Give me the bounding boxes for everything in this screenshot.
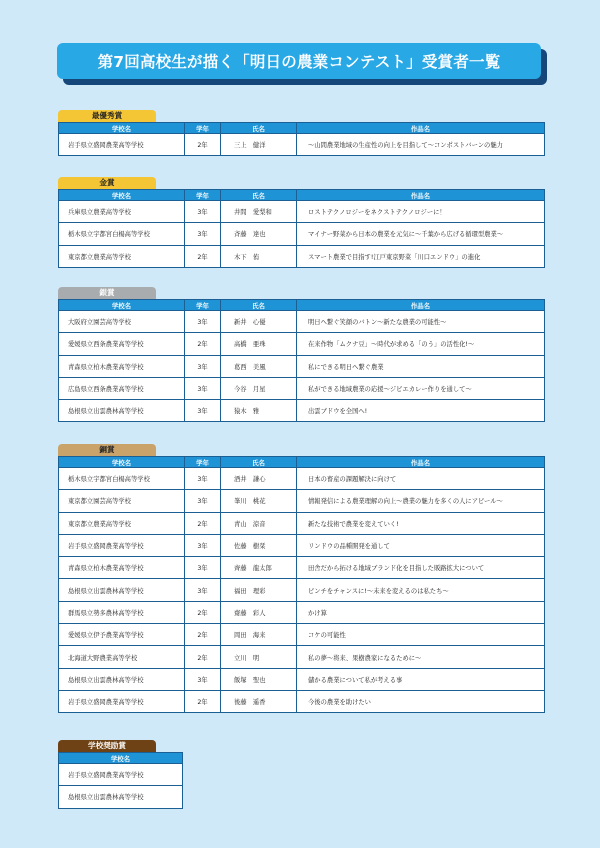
work-cell: 儲かる農業について私が考える事 [297,668,545,690]
name-cell: 齋藤 彩人 [221,601,297,623]
school-cell: 大阪府立園芸高等学校 [59,311,185,333]
table-row [59,601,545,623]
award-table [58,189,545,268]
award-section-2 [58,170,544,268]
name-cell: 木下 侑 [221,245,297,267]
school-cell: 島根県立出雲農林高等学校 [59,400,185,422]
grade-cell: 2年 [185,245,221,267]
school-cell: 島根県立出雲農林高等学校 [59,786,183,808]
header-name: 氏名 [221,123,297,134]
table-row [59,333,545,355]
table-header-row [59,123,545,134]
name-cell: 井間 愛梨和 [221,201,297,223]
grade-cell: 3年 [185,223,221,245]
school-cell: 北海道大野農業高等学校 [59,646,185,668]
name-cell: 新井 心優 [221,311,297,333]
grade-cell: 2年 [185,601,221,623]
title-banner [57,43,545,78]
name-cell: 福田 理彩 [221,579,297,601]
school-cell: 東京都立園芸高等学校 [59,490,185,512]
school-cell: 岩手県立盛岡農業高等学校 [59,534,185,556]
name-cell: 斉藤 達也 [221,223,297,245]
school-cell: 島根県立出雲農林高等学校 [59,668,185,690]
school-cell: 広島県立西条農業高等学校 [59,377,185,399]
name-cell: 立川 明 [221,646,297,668]
grade-cell: 3年 [185,355,221,377]
tag-silver: 銀賞 [58,287,156,299]
table-header-row [59,753,183,764]
award-section-1 [58,103,544,156]
grade-cell: 2年 [185,690,221,712]
work-cell: かけ算 [297,601,545,623]
table-row [59,223,545,245]
table-row [59,134,545,156]
grade-cell: 3年 [185,557,221,579]
school-cell: 東京都立農業高等学校 [59,512,185,534]
grade-cell: 3年 [185,377,221,399]
work-cell: 私の夢～将来、果樹農家になるために～ [297,646,545,668]
table-row [59,400,545,422]
work-cell: 在来作物「ムクナ豆」～時代が求める「のう」の活性化!～ [297,333,545,355]
header-school: 学校名 [59,300,185,311]
name-cell: 岡田 海来 [221,624,297,646]
header-school: 学校名 [59,753,183,764]
header-grade: 学年 [185,123,221,134]
award-table [58,122,545,156]
work-cell: ～山間農業地域の生産性の向上を目指して～コンポストバーンの魅力 [297,134,545,156]
header-school: 学校名 [59,457,185,468]
header-work: 作品名 [297,123,545,134]
page-title: 第7回高校生が描く「明日の農業コンテスト」受賞者一覧 [57,43,541,79]
work-cell: ロストテクノロジーをネクストテクノロジーに！ [297,201,545,223]
grade-cell: 3年 [185,311,221,333]
table-header-row [59,300,545,311]
work-cell: 今後の農業を助けたい [297,690,545,712]
tag-bronze: 銅賞 [58,444,156,456]
school-cell: 岩手県立盛岡農業高等学校 [59,134,185,156]
tag-gold: 金賞 [58,177,156,189]
table-row [59,786,183,808]
table-row [59,512,545,534]
work-cell: 私ができる地域農業の応援～ジビエカレー作りを通して～ [297,377,545,399]
table-row [59,646,545,668]
school-cell: 青森県立柏木農業高等学校 [59,557,185,579]
header-name: 氏名 [221,190,297,201]
header-grade: 学年 [185,457,221,468]
table-row [59,355,545,377]
grade-cell: 2年 [185,134,221,156]
name-cell: 三上 健洋 [221,134,297,156]
award-section-4 [58,437,544,713]
table-row [59,624,545,646]
school-cell: 兵庫県立農業高等学校 [59,201,185,223]
table-row [59,557,545,579]
school-cell: 島根県立出雲農林高等学校 [59,579,185,601]
grade-cell: 2年 [185,624,221,646]
work-cell: マイナー野菜から日本の農業を元気に～千葉から広げる循環型農業～ [297,223,545,245]
school-award-section [58,733,544,809]
work-cell: 田舎だから拓ける地域ブランド化を目指した販路拡大について [297,557,545,579]
school-cell: 愛媛県立西条農業高等学校 [59,333,185,355]
name-cell: 今谷 月星 [221,377,297,399]
table-header-row [59,190,545,201]
table-row [59,377,545,399]
header-grade: 学年 [185,300,221,311]
school-award-table [58,752,183,809]
work-cell: 日本の畜産の課題解決に向けて [297,468,545,490]
work-cell: リンドウの品種開発を通して [297,534,545,556]
table-row [59,690,545,712]
work-cell: 出雲ブドウを全国へ! [297,400,545,422]
table-row [59,490,545,512]
header-work: 作品名 [297,190,545,201]
grade-cell: 3年 [185,400,221,422]
school-cell: 岩手県立盛岡農業高等学校 [59,764,183,786]
tag-grand-prize: 最優秀賞 [58,110,156,122]
work-cell: スマート農業で目指す!江戸東京野菜「川口エンドウ」の進化 [297,245,545,267]
school-cell: 栃木県立宇都宮白楊高等学校 [59,468,185,490]
grade-cell: 3年 [185,201,221,223]
grade-cell: 2年 [185,512,221,534]
work-cell: 明日へ繋ぐ笑顔のバトン～新たな農業の可能性～ [297,311,545,333]
table-row [59,468,545,490]
school-cell: 青森県立柏木農業高等学校 [59,355,185,377]
table-row [59,668,545,690]
table-row [59,534,545,556]
work-cell: 新たな技術で農業を変えていく! [297,512,545,534]
award-table [58,456,545,713]
name-cell: 齊藤 龍太郎 [221,557,297,579]
table-row [59,311,545,333]
award-table [58,299,545,422]
grade-cell: 2年 [185,646,221,668]
header-school: 学校名 [59,190,185,201]
grade-cell: 3年 [185,579,221,601]
name-cell: 葛西 美風 [221,355,297,377]
tag-school-award: 学校奨励賞 [58,740,156,752]
grade-cell: 3年 [185,468,221,490]
header-work: 作品名 [297,300,545,311]
header-grade: 学年 [185,190,221,201]
name-cell: 猿木 雅 [221,400,297,422]
school-cell: 岩手県立盛岡農業高等学校 [59,690,185,712]
grade-cell: 2年 [185,333,221,355]
school-cell: 栃木県立宇都宮白楊高等学校 [59,223,185,245]
table-row [59,764,183,786]
school-cell: 愛媛県立伊予農業高等学校 [59,624,185,646]
table-row [59,245,545,267]
award-section-3 [58,280,544,422]
work-cell: 情報発信による農業理解の向上～農業の魅力を多くの人にアピール～ [297,490,545,512]
name-cell: 青山 涼音 [221,512,297,534]
grade-cell: 3年 [185,534,221,556]
header-name: 氏名 [221,300,297,311]
table-row [59,579,545,601]
name-cell: 佐藤 樹栞 [221,534,297,556]
school-cell: 群馬県立勢多農林高等学校 [59,601,185,623]
table-row [59,201,545,223]
work-cell: コケの可能性 [297,624,545,646]
name-cell: 酒井 謙心 [221,468,297,490]
header-work: 作品名 [297,457,545,468]
grade-cell: 3年 [185,490,221,512]
name-cell: 後藤 遥香 [221,690,297,712]
work-cell: ピンチをチャンスに!～未来を変えるのは私たち～ [297,579,545,601]
header-name: 氏名 [221,457,297,468]
name-cell: 峯川 桃花 [221,490,297,512]
name-cell: 高橋 亜珠 [221,333,297,355]
work-cell: 私にできる明日へ繋ぐ農業 [297,355,545,377]
table-header-row [59,457,545,468]
school-cell: 東京都立農業高等学校 [59,245,185,267]
name-cell: 飯塚 聖也 [221,668,297,690]
header-school: 学校名 [59,123,185,134]
grade-cell: 3年 [185,668,221,690]
